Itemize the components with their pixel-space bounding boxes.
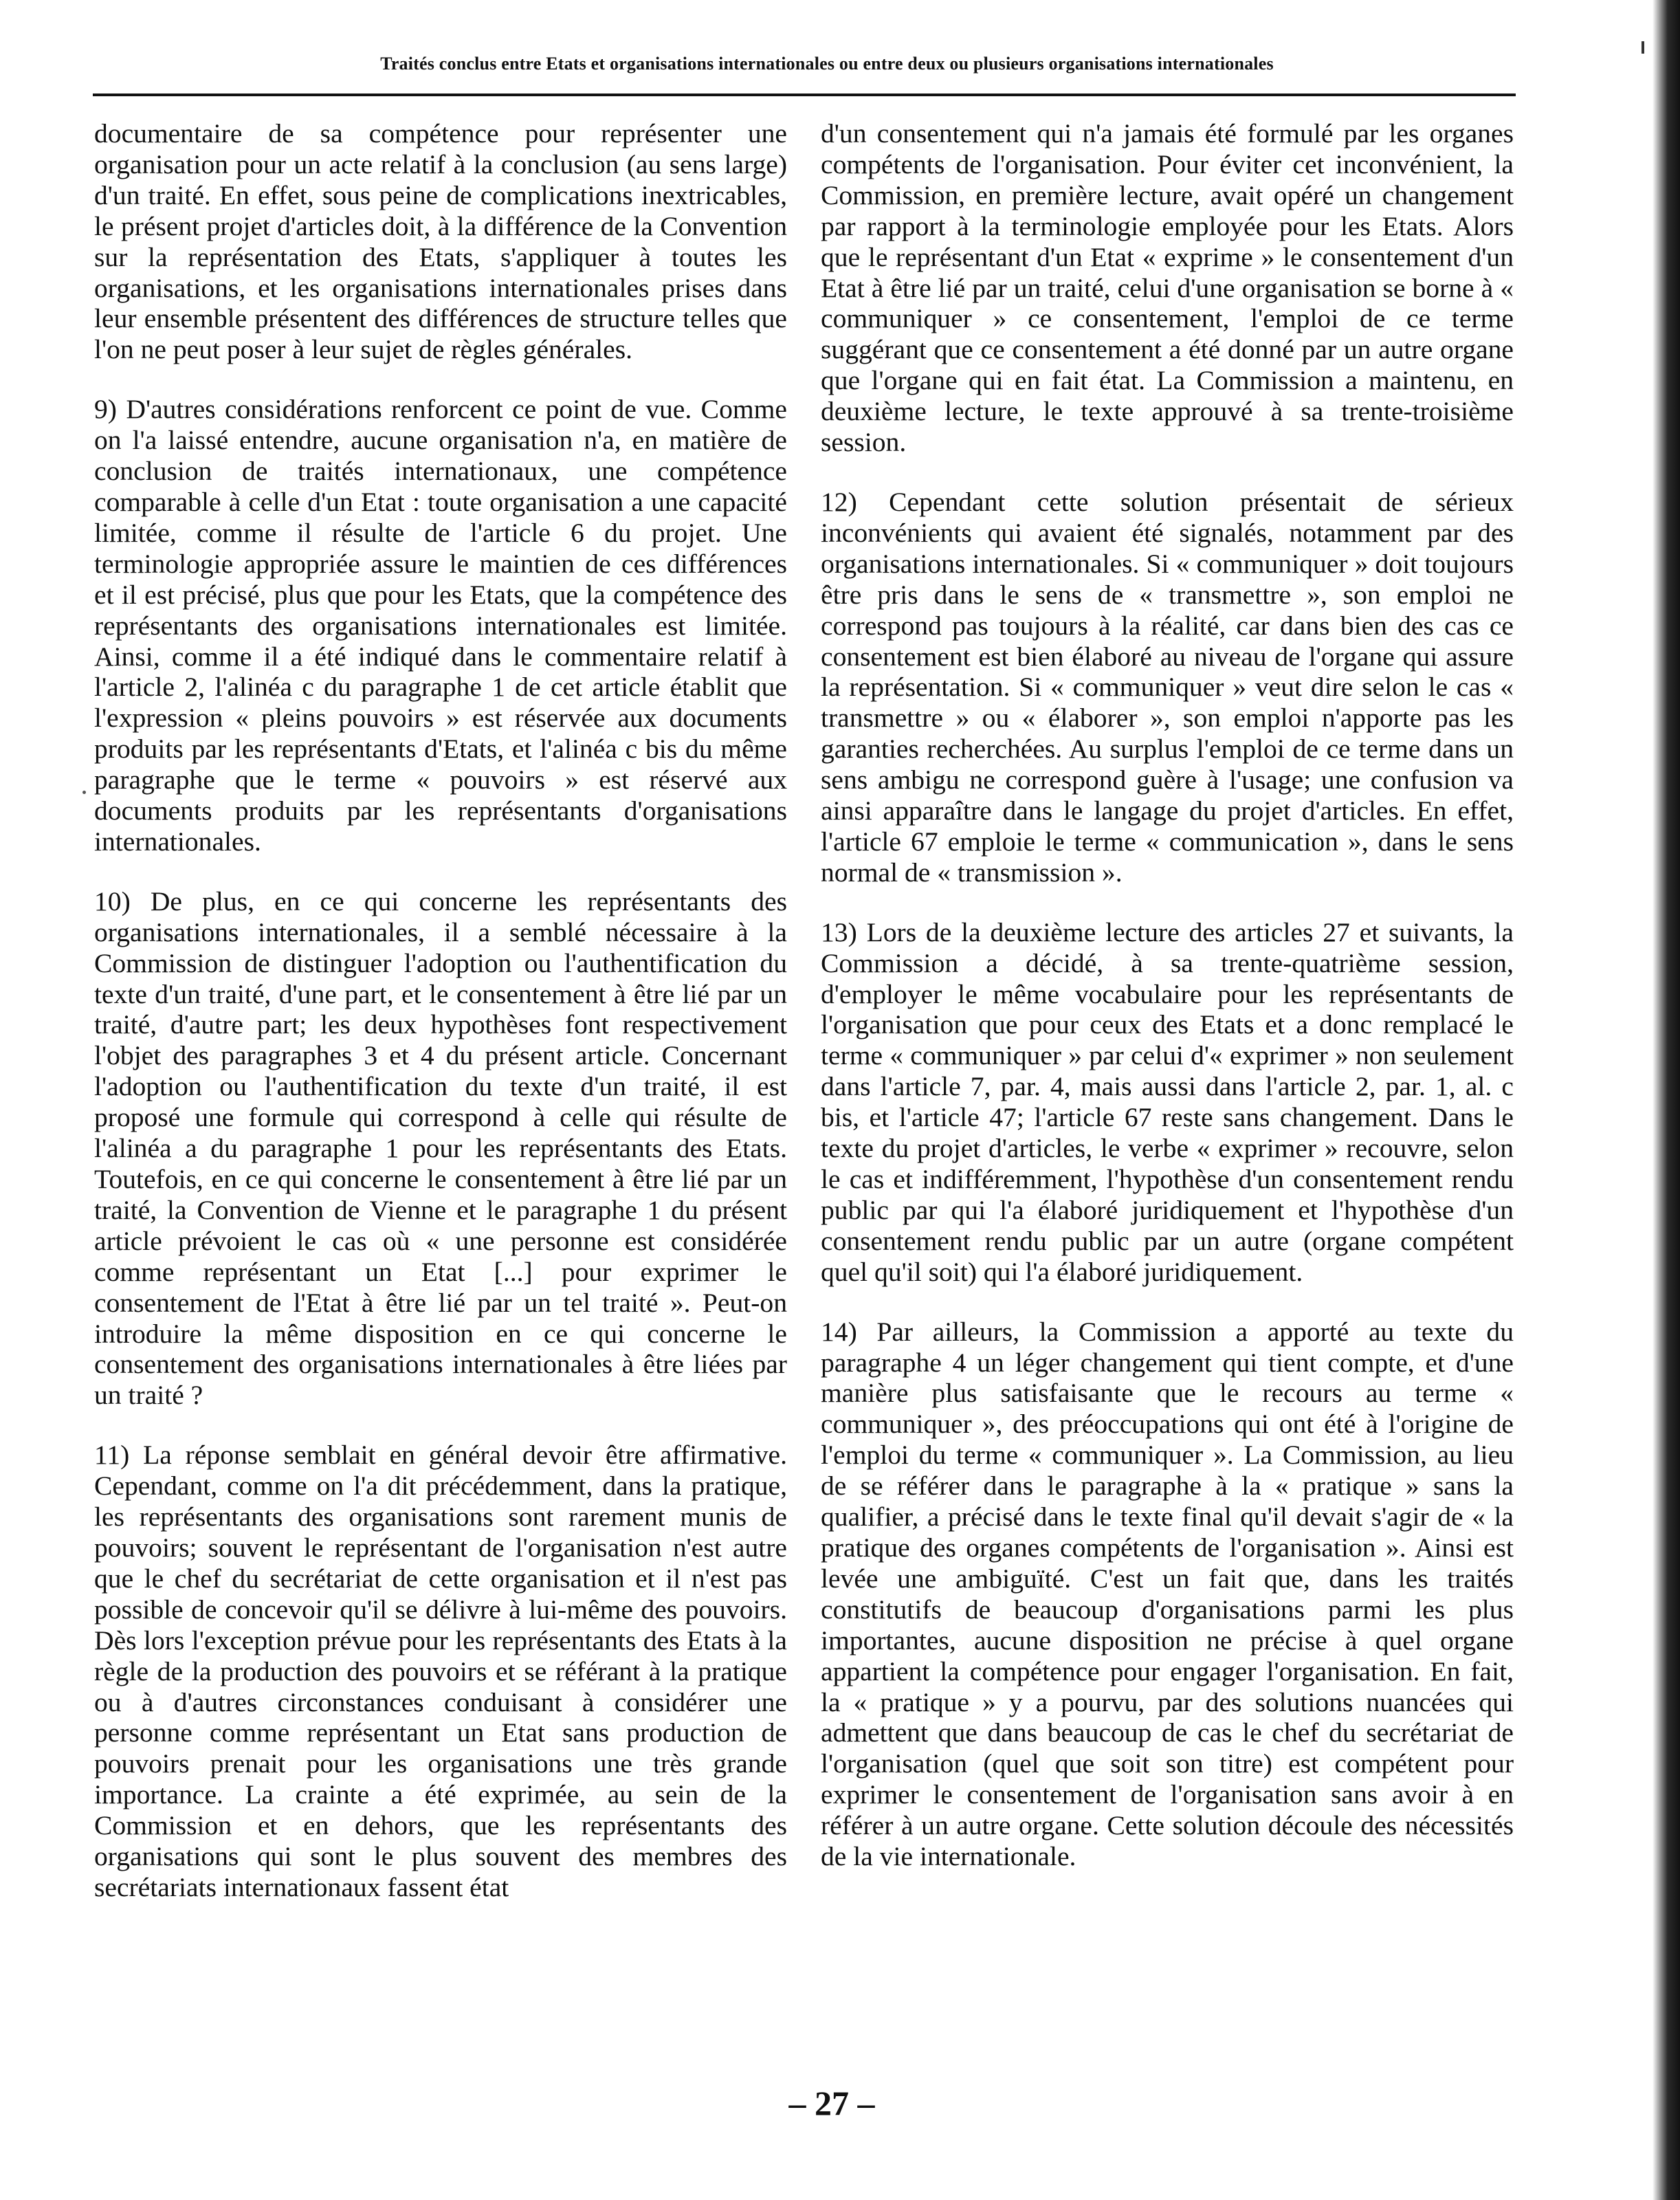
scan-edge-shadow	[1653, 0, 1680, 2200]
header-rule	[93, 94, 1516, 96]
paragraph-11-continuation: d'un consentement qui n'a jamais été formulé par les organes compétents de l'organisation. Pour éviter cet inconvénient, la Commission, en première lecture, avait opéré un changement par rapport à la terminologie employée pour les Etats. Alors que le représentant d'un Etat « exprime » le consentement d'un Etat à être lié par un traité, celui d'une organisation se borne à « communiquer » ce consentement, l'emploi de ce terme suggérant que ce consentement a été donné par un autre organe que l'organe qui en fait état. La Commission a maintenu, en deuxième lecture, le texte approuvé à sa trente-troisième session.	[821, 118, 1514, 458]
paragraph-14: 14) Par ailleurs, la Commission a apporté au texte du paragraphe 4 un léger changement qui tient compte, et d'une manière plus satisfaisante que le recours au terme « communiquer », des préoccupations qui ont été à l'origine de l'emploi du terme « communiquer ». La Commission, au lieu de se référer dans le paragraphe à la « pratique » sans la qualifier, a précisé dans le texte final qu'il devait s'agir de « la pratique des organes compétents de l'organisation ». Ainsi est levée une ambiguïté. C'est un fait que, dans les traités constitutifs de beaucoup d'organisations parmi les plus importantes, aucune disposition ne précise à quel organe appartient la compétence pour engager l'organisation. En fait, la « pratique » y a pourvu, par des solutions nuancées qui admettent que dans beaucoup de cas le chef du secrétariat de l'organisation (quel que soit son titre) est compétent pour exprimer le consentement de l'organisation sans avoir à en référer à un autre organe. Cette solution découle des nécessités de la vie internationale.	[821, 1316, 1514, 1872]
paragraph-12: 12) Cependant cette solution présentait de sérieux inconvénients qui avaient été signalés, notamment par des organisations internationales. Si « communiquer » doit toujours être pris dans le sens de « transmettre », son emploi ne correspond pas toujours à la réalité, car dans bien des cas ce consentement est bien élaboré au niveau de l'organe qui assure la représentation. Si « communiquer » veut dire selon le cas « transmettre » ou « élaborer », son emploi n'apporte pas les garanties recherchées. Au surplus l'emploi de ce terme dans un sens ambigu ne correspond guère à l'usage; une confusion va ainsi apparaître dans le langage du projet d'articles. En effet, l'article 67 emploie le terme « communication », dans le sens normal de « transmission ».	[821, 486, 1514, 888]
page-number: – 27 –	[788, 2084, 875, 2122]
paragraph-8-continuation: documentaire de sa compétence pour représenter une organisation pour un acte relatif à la conclusion (au sens large) d'un traité. En effet, sous peine de complications inextricables, le présent projet d'articles doit, à la différence de la Convention sur la représentation des Etats, s'appliquer à toutes les organisations, et les organisations internationales prises dans leur ensemble présentent des différences de structure telles que l'on ne peut poser à leur sujet de règles générales.	[94, 118, 787, 365]
paragraph-13: 13) Lors de la deuxième lecture des articles 27 et suivants, la Commission a décidé, à sa trente-quatrième session, d'employer le même vocabulaire pour les représentants de l'organisation que pour ceux des Etats et a donc remplacé le terme « communiquer » par celui d'« exprimer » non seulement dans l'article 7, par. 4, mais aussi dans l'article 2, par. 1, al. c bis, et l'article 47; l'article 67 reste sans changement. Dans le texte du projet d'articles, le verbe « exprimer » recouvre, selon le cas et indifféremment, l'hypothèse d'un consentement rendu public par qui l'a élaboré juridiquement et l'hypothèse d'un consentement rendu public par un autre (organe compétent quel qu'il soit) qui l'a élaboré juridiquement.	[821, 916, 1514, 1287]
paragraph-9: 9) D'autres considérations renforcent ce point de vue. Comme on l'a laissé entendre, aucune organisation n'a, en matière de conclusion de traités internationaux, une compétence comparable à celle d'un Etat : toute organisation a une capacité limitée, comme il résulte de l'article 6 du projet. Une terminologie appropriée assure le maintien de ces différences et il est précisé, plus que pour les Etats, que la compétence des représentants des organisations internationales est limitée. Ainsi, comme il a été indiqué dans le commentaire relatif à l'article 2, l'alinéa c du paragraphe 1 de cet article établit que l'expression « pleins pouvoirs » est réservée aux documents produits par les représentants d'Etats, et l'alinéa c bis du même paragraphe que le terme « pouvoirs » est réservé aux documents produits par les représentants d'organisations internationales.	[94, 394, 787, 857]
paragraph-10: 10) De plus, en ce qui concerne les représentants des organisations internationales, il a semblé nécessaire à la Commission de distinguer l'adoption ou l'authentification du texte d'un traité, d'une part, et le consentement à être lié par un traité, d'autre part; les deux hypothèses font respectivement l'objet des paragraphes 3 et 4 du présent article. Concernant l'adoption ou l'authentification du texte d'un traité, il est proposé une formule qui correspond à celle qui résulte de l'alinéa a du paragraphe 1 pour les représentants des Etats. Toutefois, en ce qui concerne le consentement à être lié par un traité, la Convention de Vienne et le paragraphe 1 du présent article prévoient le cas où « une personne est considérée comme représentant un Etat [...] pour exprimer le consentement de l'Etat à être lié par un tel traité ». Peut-on introduire la même disposition en ce qui concerne le consentement des organisations internationales à être liées par un traité ?	[94, 886, 787, 1411]
right-column	[821, 118, 1514, 1901]
scan-speck	[1642, 41, 1644, 54]
running-header: Traités conclus entre Etats et organisations internationales ou entre deux ou plusieurs organisations internationales	[380, 54, 1274, 74]
left-column	[94, 118, 787, 1932]
paragraph-11: 11) La réponse semblait en général devoir être affirmative. Cependant, comme on l'a dit précédemment, dans la pratique, les représentants des organisations sont rarement munis de pouvoirs; souvent le représentant de l'organisation n'est autre que le chef du secrétariat de cette organisation et il n'est pas possible de concevoir qu'il se délivre à lui-même des pouvoirs. Dès lors l'exception prévue pour les représentants des Etats à la règle de la production des pouvoirs et se référant à la pratique ou à d'autres circonstances conduisant à considérer une personne comme représentant un Etat sans production de pouvoirs prenait pour les organisations une très grande importance. La crainte a été exprimée, au sein de la Commission et en dehors, que les représentants des organisations qui sont le plus souvent des membres des secrétariats internationaux fassent état	[94, 1440, 787, 1902]
scan-speck	[82, 791, 86, 794]
